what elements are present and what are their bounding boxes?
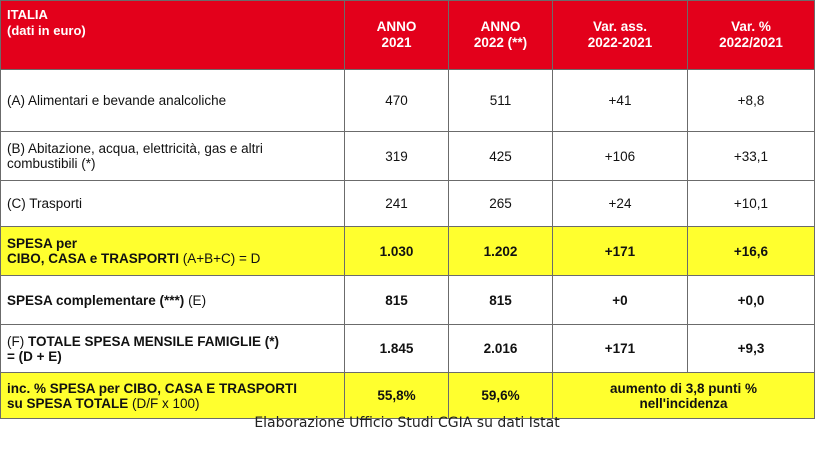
row-label: (C) Trasporti — [1, 181, 345, 227]
header-var-pct-line2: 2022/2021 — [719, 35, 783, 50]
cell-2022: 59,6% — [449, 373, 553, 419]
header-anno-2021-line2: 2021 — [381, 35, 412, 50]
row-label-bold: su SPESA TOTALE — [7, 395, 129, 411]
table-row-totale-spesa — [1, 325, 815, 373]
header-italia-line1: ITALIA — [7, 7, 48, 22]
cell-incidence-note — [553, 373, 815, 419]
row-label-bold: SPESA complementare (***) — [7, 292, 185, 308]
cell-2021: 1.845 — [345, 325, 449, 373]
source-caption: Elaborazione Ufficio Studi CGIA su dati Istat — [254, 415, 560, 431]
header-anno-2021 — [345, 1, 449, 70]
cell-var-pct: +0,0 — [688, 276, 815, 325]
cell-var-pct: +10,1 — [688, 181, 815, 227]
cell-2022: 2.016 — [449, 325, 553, 373]
table-row-spesa-complementare — [1, 276, 815, 325]
table-row-spesa-cibo-casa-trasporti — [1, 227, 815, 276]
cell-2021: 55,8% — [345, 373, 449, 419]
header-anno-2022-line1: ANNO — [480, 19, 521, 34]
cell-2021: 319 — [345, 132, 449, 181]
cell-var-ass: +0 — [553, 276, 688, 325]
row-label — [1, 227, 345, 276]
header-var-ass — [553, 1, 688, 70]
cell-var-pct: +9,3 — [688, 325, 815, 373]
header-italia — [1, 1, 345, 70]
cell-2021: 1.030 — [345, 227, 449, 276]
row-label — [1, 276, 345, 325]
cell-2022: 265 — [449, 181, 553, 227]
row-label-formula: (D/F x 100) — [128, 395, 200, 411]
cell-var-pct: +16,6 — [688, 227, 815, 276]
header-anno-2022-line2: 2022 (**) — [473, 35, 528, 50]
header-italia-line2: (dati in euro) — [7, 23, 86, 38]
row-label — [1, 132, 345, 181]
cell-var-ass: +41 — [553, 70, 688, 132]
header-var-pct — [688, 1, 815, 70]
row-label-line2 — [7, 396, 338, 411]
header-anno-2022 — [449, 1, 553, 70]
cell-var-pct: +33,1 — [688, 132, 815, 181]
header-var-pct-line1: Var. % — [731, 19, 771, 34]
row-label-line1 — [7, 334, 338, 349]
table-row-trasporti — [1, 181, 815, 227]
header-var-ass-line1: Var. ass. — [592, 19, 648, 34]
row-label-line2 — [7, 251, 338, 266]
cell-2021: 470 — [345, 70, 449, 132]
row-label-bold: TOTALE SPESA MENSILE FAMIGLIE (*) — [28, 333, 280, 349]
cell-var-ass: +106 — [553, 132, 688, 181]
table-header-row — [1, 1, 815, 70]
cell-var-ass: +171 — [553, 325, 688, 373]
row-label-bold: CIBO, CASA e TRASPORTI — [7, 251, 180, 266]
row-label — [1, 325, 345, 373]
table-row-alimentari — [1, 70, 815, 132]
incidence-note-line1: aumento di 3,8 punti % — [609, 380, 757, 396]
row-label-line2: combustibili (*) — [7, 156, 96, 171]
row-label-line1: (B) Abitazione, acqua, elettricità, gas e altri — [7, 141, 263, 156]
incidence-note-line2: nell'incidenza — [639, 395, 728, 411]
row-label: (A) Alimentari e bevande analcoliche — [1, 70, 345, 132]
header-var-ass-line2: 2022-2021 — [587, 35, 653, 50]
cell-2022: 425 — [449, 132, 553, 181]
cell-var-ass: +171 — [553, 227, 688, 276]
row-label-prefix: (F) — [7, 333, 28, 349]
table-row-abitazione — [1, 132, 815, 181]
cell-2021: 241 — [345, 181, 449, 227]
row-label — [1, 373, 345, 419]
cell-var-ass: +24 — [553, 181, 688, 227]
row-label-line2: = (D + E) — [7, 348, 62, 364]
row-label-line1: inc. % SPESA per CIBO, CASA E TRASPORTI — [7, 380, 298, 396]
row-label-formula: (A+B+C) = D — [179, 251, 261, 266]
row-label-line1: SPESA per — [7, 236, 78, 251]
row-label-formula: (E) — [184, 292, 207, 308]
cell-2022: 815 — [449, 276, 553, 325]
cell-var-pct: +8,8 — [688, 70, 815, 132]
table-row-incidenza — [1, 373, 815, 419]
cell-2022: 1.202 — [449, 227, 553, 276]
cell-2021: 815 — [345, 276, 449, 325]
cell-2022: 511 — [449, 70, 553, 132]
header-anno-2021-line1: ANNO — [376, 19, 417, 34]
